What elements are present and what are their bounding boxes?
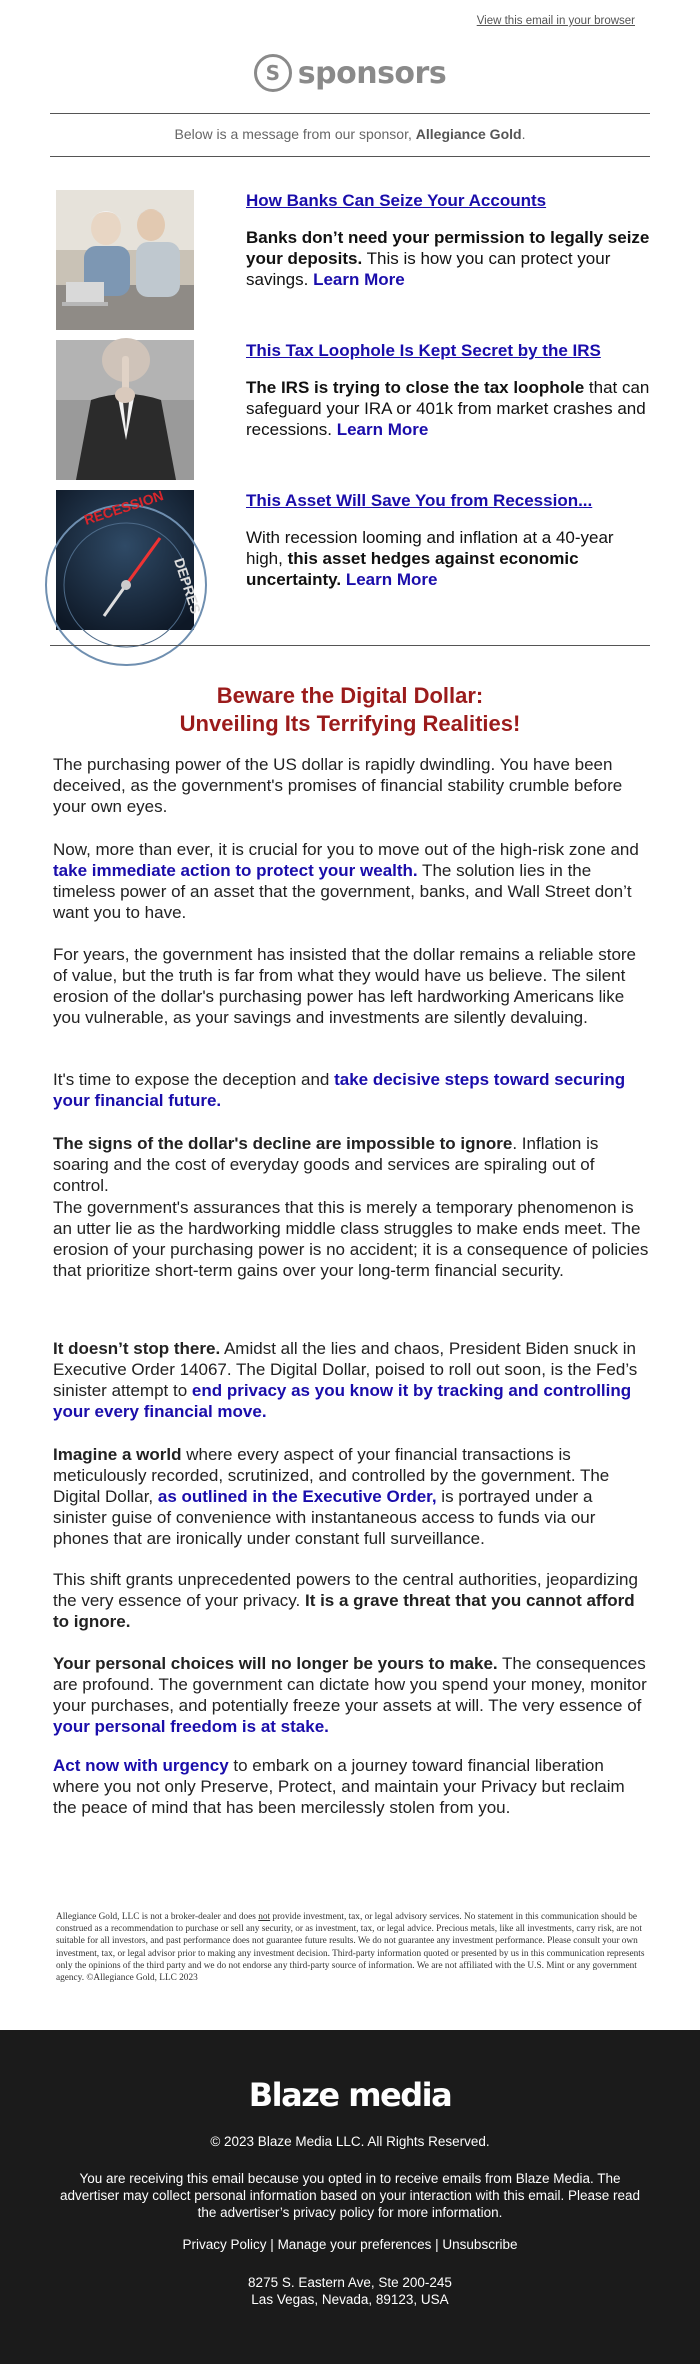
ad-bank-seizure: [56, 190, 650, 330]
ad-title-link[interactable]: This Tax Loophole Is Kept Secret by the IRS: [246, 341, 601, 360]
article-paragraph: Your personal choices will no longer be yours to make. The consequences are profound. The government can dictate how you spend your money, monitor your purchases, and potentially freeze your assets at will. The very essence of your personal freedom is at stake.: [53, 1654, 647, 1736]
article-paragraph: The government's assurances that this is merely a temporary phenomenon is an utter lie as the hardworking middle class struggles to make ends meet. The erosion of your purchasing power is no accident; it is a consequence of policies that prioritize short-term gains over your long-term financial security.: [53, 1198, 649, 1280]
article-paragraph: For years, the government has insisted that the dollar remains a reliable store of value, but the truth is far from what they would have us believe. The silent erosion of the dollar's purchasing power has left hardworking Americans like you vulnerable, as your savings and investments are silently devaluing.: [53, 945, 637, 1027]
article-paragraph: Now, more than ever, it is crucial for you to move out of the high-risk zone and take immediate action to protect your wealth. The solution lies in the timeless power of an asset that the government, banks, and Wall Street don’t want you to have.: [53, 840, 639, 922]
ad-recession-asset: [56, 487, 650, 630]
legal-disclaimer: Allegiance Gold, LLC is not a broker-dealer and does not provide investment, tax, or legal advisory services. No statement in this communication should be construed as a recommendation to purchase or sell any security, or as investment, tax, or legal advice. Precious metals, like all investments, carry risk, are not suitable for all investors, and past performance does not guarantee future results. We do not guarantee any investment performance. Please consult your own investment, tax, or legal advisor prior to making any investment decision. Third-party information quoted or presented by us in this communication represents only the opinions of the third party and we do not endorse any third-party source of information. We are not affiliated with the U.S. Mint or any government agency. ©Allegiance Gold, LLC 2023: [56, 1912, 645, 1984]
divider: [50, 156, 650, 157]
protect-wealth-link[interactable]: take immediate action to protect your wealth.: [53, 861, 418, 880]
manage-preferences-link[interactable]: Manage your preferences: [277, 2237, 432, 2252]
article-paragraph: Act now with urgency to embark on a journey toward financial liberation where you not only Preserve, Protect, and maintain your Privacy but reclaim the peace of mind that has been mercilessly stolen from you.: [53, 1756, 625, 1817]
sponsor-name: Allegiance Gold: [415, 126, 522, 142]
ad-image-businessman-shush[interactable]: [56, 340, 194, 480]
personal-freedom-link[interactable]: your personal freedom is at stake.: [53, 1717, 329, 1736]
learn-more-link[interactable]: Learn More: [336, 420, 429, 439]
mailing-address: 8275 S. Eastern Ave, Ste 200-245 Las Vegas, Nevada, 89123, USA: [248, 2275, 452, 2307]
executive-order-link[interactable]: as outlined in the Executive Order,: [157, 1487, 437, 1506]
ad-title-link[interactable]: How Banks Can Seize Your Accounts: [246, 191, 547, 210]
ad-description: With recession looming and inflation at a 40-year high, this asset hedges against economic uncertainty. Learn More: [246, 528, 614, 589]
view-in-browser-link[interactable]: View this email in your browser: [476, 15, 635, 27]
act-now-link[interactable]: Act now with urgency: [53, 1756, 229, 1775]
article-paragraph: The purchasing power of the US dollar is rapidly dwindling. You have been deceived, as the government's promises of financial stability crumble before your own eyes.: [53, 755, 623, 816]
privacy-policy-link[interactable]: Privacy Policy: [182, 2237, 267, 2252]
email-notice: You are receiving this email because you opted in to receive emails from Blaze Media. The advertiser may collect personal information based on your interaction with this email. Please read the advertiser’s privacy policy for more information.: [59, 2171, 641, 2220]
sponsors-logo: [0, 54, 700, 92]
ad-description: The IRS is trying to close the tax loophole that can safeguard your IRA or 401k from market crashes and recessions. Learn More: [246, 378, 650, 439]
top-bar: [0, 0, 700, 48]
compass-text-depression: DEPRES: [171, 555, 205, 616]
end-privacy-link[interactable]: end privacy as you know it by tracking and controlling your every financial move.: [53, 1381, 632, 1421]
ad-title-link[interactable]: This Asset Will Save You from Recession...: [246, 491, 593, 510]
sponsors-logo-text: sponsors: [297, 55, 447, 91]
ad-description: Banks don’t need your permission to legally seize your deposits. This is how you can protect your savings. Learn More: [246, 228, 650, 289]
learn-more-link[interactable]: Learn More: [345, 570, 438, 589]
footer: [0, 2030, 700, 2364]
sponsor-message: Below is a message from our sponsor, Allegiance Gold.: [174, 126, 526, 142]
article-paragraph: It's time to expose the deception and take decisive steps toward securing your financial future.: [53, 1070, 626, 1110]
financial-future-link[interactable]: take decisive steps toward securing your financial future.: [53, 1070, 626, 1110]
article-paragraph: Imagine a world where every aspect of your financial transactions is meticulously recorded, scrutinized, and controlled by the government. The Digital Dollar, as outlined in the Executive Order, is portrayed under a sinister guise of convenience with instantaneous access to funds via our phones that are ironically under constant full surveillance.: [53, 1445, 610, 1548]
unsubscribe-link[interactable]: Unsubscribe: [442, 2237, 518, 2252]
compass-text-recession: RECESSION: [81, 487, 166, 528]
divider: [50, 645, 650, 646]
article-headline: Beware the Digital Dollar: Unveiling Its Terrifying Realities!: [179, 683, 521, 736]
ad-image-recession-compass[interactable]: [56, 487, 205, 630]
article-paragraph: This shift grants unprecedented powers to the central authorities, jeopardizing the very essence of your privacy. It is a grave threat that you cannot afford to ignore.: [53, 1570, 638, 1631]
ad-tax-loophole: [56, 340, 650, 480]
blaze-media-logo: Blaze media: [248, 2076, 452, 2114]
footer-links: Privacy Policy | Manage your preferences | Unsubscribe: [182, 2237, 518, 2252]
ad-image-elderly-couple[interactable]: [56, 190, 194, 330]
divider: [50, 113, 650, 114]
learn-more-link[interactable]: Learn More: [313, 270, 405, 289]
article-paragraph: It doesn’t stop there. Amidst all the lies and chaos, President Biden snuck in Executive Order 14067. The Digital Dollar, poised to roll out soon, is the Fed’s sinister attempt to end privacy as you know it by tracking and controlling your every financial move.: [53, 1339, 638, 1421]
copyright: © 2023 Blaze Media LLC. All Rights Reserved.: [210, 2134, 490, 2149]
article-paragraph: The signs of the dollar's decline are impossible to ignore. Inflation is soaring and the cost of everyday goods and services are spiraling out of control.: [53, 1134, 599, 1195]
sponsors-logo-icon: S: [254, 54, 292, 92]
